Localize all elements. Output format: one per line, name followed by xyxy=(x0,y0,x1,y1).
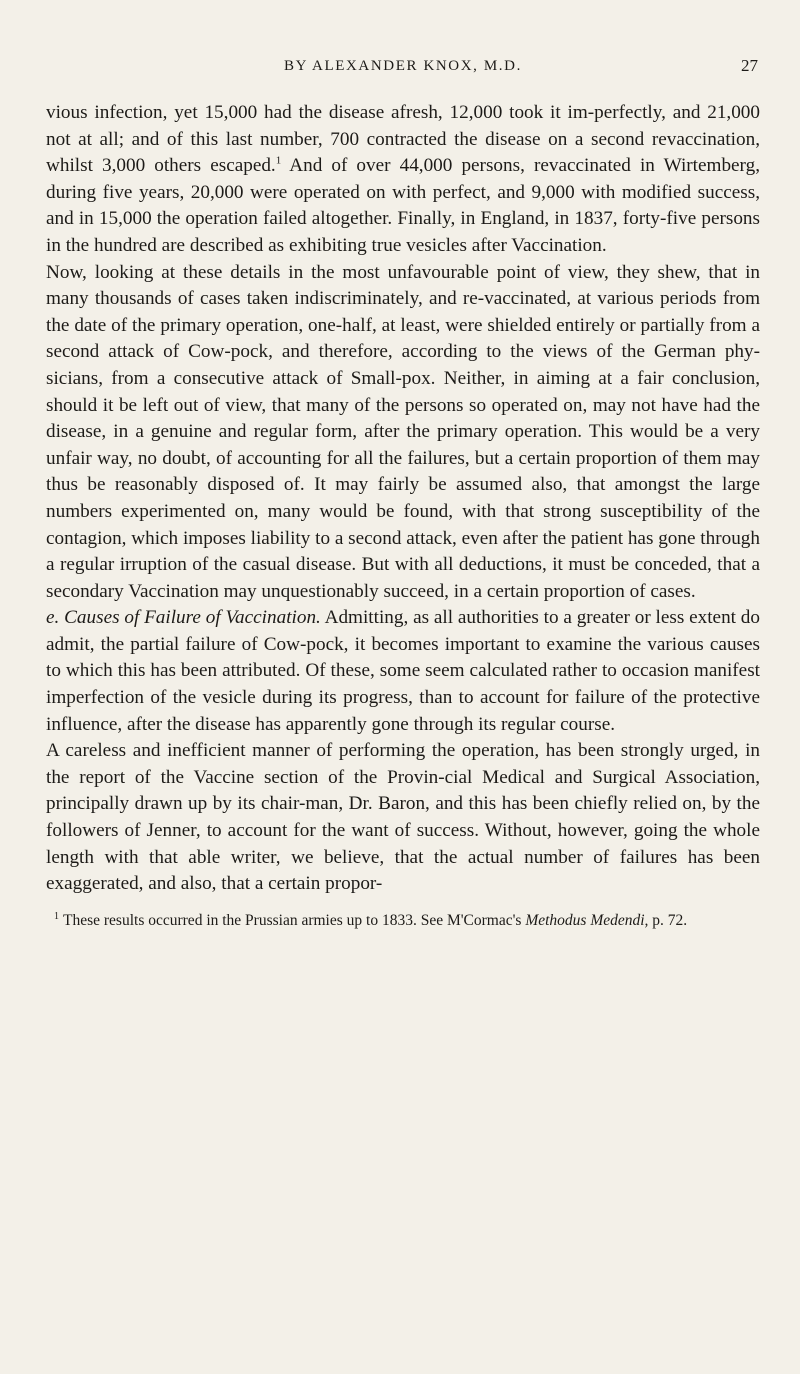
paragraph-1 xyxy=(46,100,760,260)
paragraph-3 xyxy=(46,605,760,738)
footnote-mark: 1 xyxy=(54,910,59,922)
paragraph-3-text: Admitting, as all authorities to a greater or less extent do admit, the partial failure of Cow-pock, it becomes important to examine the various causes to which this has been attributed. Of these, some seem calculated rather to occasion manifest imperfection of the vesicle during its progress, than to account for failure of the protective influence, after the disease has apparently gone through its regular course. xyxy=(46,607,760,735)
footnote xyxy=(46,910,760,931)
paragraph-4: A careless and inefficient manner of performing the operation, has been strongly urged, in the report of the Vaccine section of the Provin-cial Medical and Surgical Association, principally drawn up by its chair-man, Dr. Baron, and this has been chiefly relied on, by the followers of Jenner, to account for the want of success. Without, however, going the whole length with that able writer, we believe, that the actual number of failures has been exaggerated, and also, that a certain propor- xyxy=(46,740,760,895)
page-number: 27 xyxy=(741,56,758,75)
running-title: BY ALEXANDER KNOX, M.D. xyxy=(284,58,522,74)
footnote-tail: p. 72. xyxy=(648,911,688,929)
body-text xyxy=(46,100,760,898)
running-head xyxy=(46,58,760,86)
footnote-reference: 1 xyxy=(275,154,282,167)
section-heading: e. Causes of Failure of Vaccination. xyxy=(46,607,321,629)
footnote-text: These results occurred in the Prussian armies up to 1833. See M'Cormac's xyxy=(63,911,526,929)
paragraph-1-text-a: vious infection, yet 15,000 had the disease afresh, 12,000 took it im-perfectly, and 21,000 not at all; and of this last number, 700 contracted the disease on a second revaccination, whilst 3,000 others escaped. xyxy=(46,102,760,177)
paragraph-2: Now, looking at these details in the most unfavourable point of view, they shew, that in many thousands of cases taken indiscriminately, and re-vaccinated, at various periods from the date of the primary operation, one-half, at least, were shielded entirely or partially from a second attack of Cow-pock, and therefore, according to the views of the German phy-sicians, from a consecutive attack of Small-pox. Neither, in aiming at a fair conclusion, should it be left out of view, that many of the persons so operated on, may not have had the disease, in a genuine and regular form, after the primary operation. This would be a very unfair way, no doubt, of accounting for all the failures, but a certain proportion of them may thus be reasonably disposed of. It may fairly be assumed also, that amongst the large numbers experimented on, many would be found, with that strong susceptibility of the contagion, which imposes liability to a second attack, even after the patient has gone through a regular irruption of the casual disease. But with all deductions, it must be conceded, that a secondary Vaccination may unquestionably succeed, in a certain proportion of cases. xyxy=(46,261,760,602)
book-page xyxy=(46,58,760,931)
footnote-italic-title: Methodus Medendi, xyxy=(525,911,649,929)
paragraph-1-text-b: And of over 44,000 persons, revaccinated in Wirtemberg, during five years, 20,000 were operated on with perfect, and 9,000 with modified success, and in 15,000 the operation failed altogether. Finally, in England, in 1837, forty-five persons in the hundred are described as exhibiting true vesicles after Vaccination. xyxy=(46,155,760,256)
